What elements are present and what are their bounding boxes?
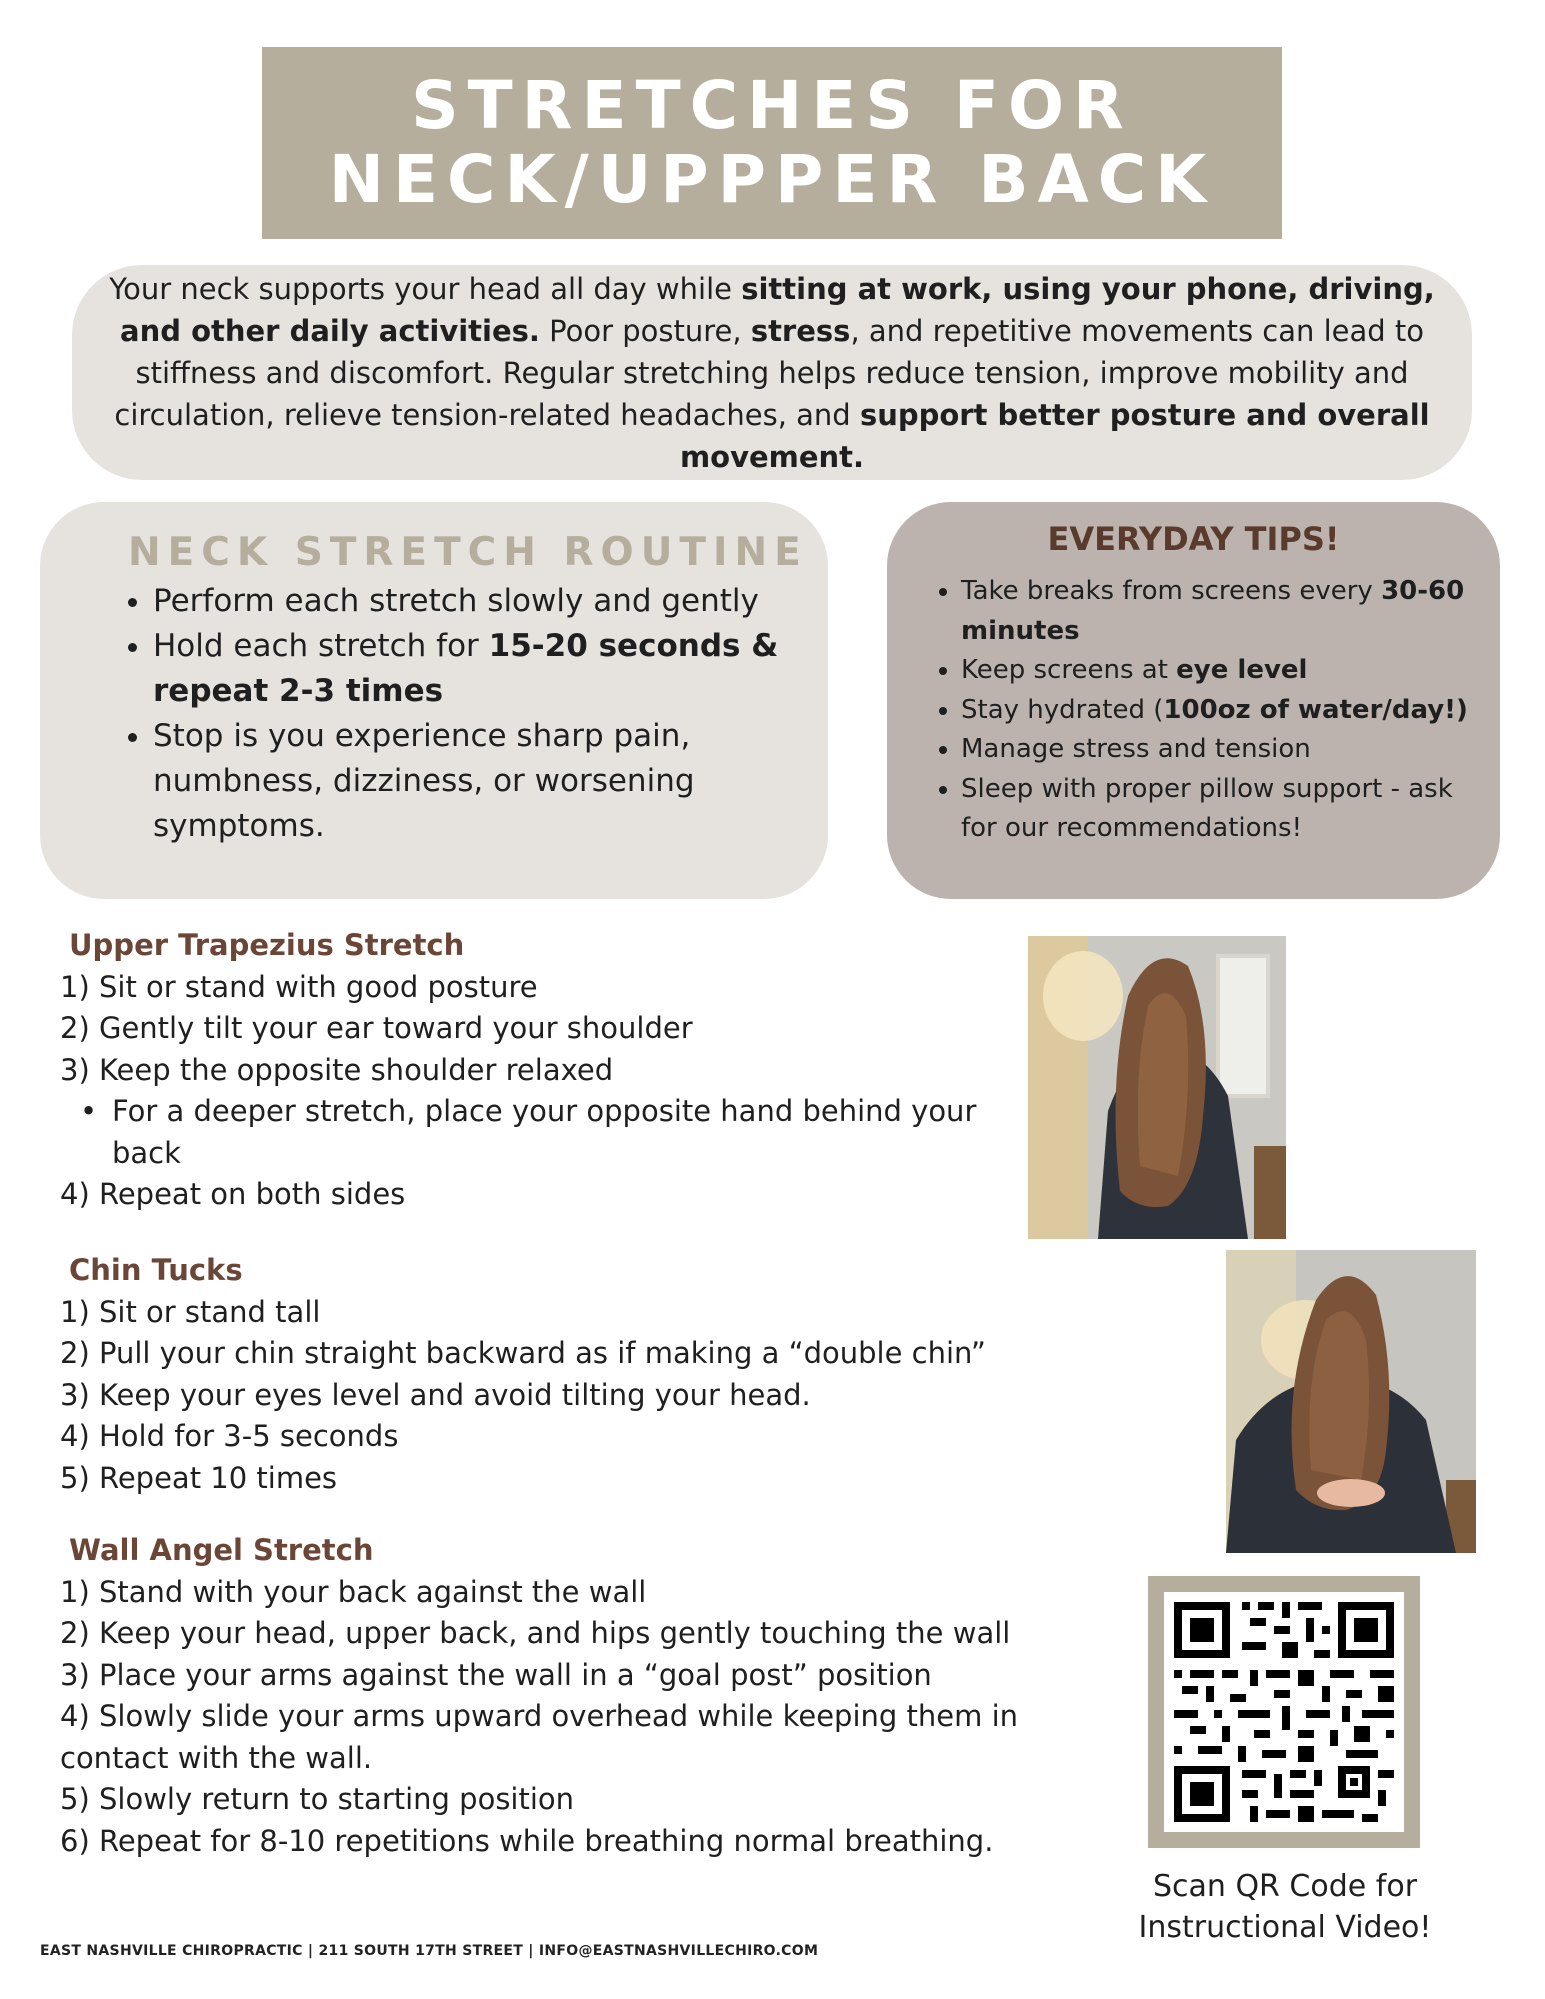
- tip-bold: 100oz of water/day!): [1163, 694, 1468, 725]
- qr-caption: [1120, 1866, 1450, 1948]
- title-banner: [262, 47, 1282, 239]
- qr-code[interactable]: [1164, 1592, 1404, 1832]
- chin-step: 3) Keep your eyes level and avoid tilting your head.: [60, 1377, 811, 1412]
- intro-paragraph: [102, 268, 1442, 478]
- tip-item: [961, 651, 1470, 691]
- tip-text: Stay hydrated (: [961, 694, 1164, 725]
- tips-panel: [887, 502, 1500, 899]
- tip-item: [961, 691, 1470, 731]
- title-line-2: NECK/UPPPER BACK: [328, 141, 1216, 218]
- intro-bold: stress: [750, 313, 851, 348]
- qr-code-frame[interactable]: [1148, 1576, 1420, 1848]
- wall-step: 5) Slowly return to starting position: [60, 1782, 575, 1816]
- chin-step: 5) Repeat 10 times: [60, 1460, 338, 1495]
- trapezius-section: [60, 925, 1020, 1216]
- chin-step: 2) Pull your chin straight backward as if making a “double chin”: [60, 1336, 986, 1370]
- intro-bold: support better posture and overall movement.: [679, 397, 1430, 474]
- routine-item-text: Hold each stretch for: [153, 628, 489, 664]
- trapezius-step: 3) Keep the opposite shoulder relaxed: [60, 1052, 614, 1087]
- routine-title: NECK STRETCH ROUTINE: [128, 530, 808, 575]
- intro-text: Poor posture,: [539, 313, 751, 348]
- wall-step: 4) Slowly slide your arms upward overhead while keeping them in contact with the wall.: [60, 1699, 1019, 1775]
- trapezius-step: 4) Repeat on both sides: [60, 1177, 406, 1211]
- intro-bold: sitting at work, using your phone, driving, and other daily activities.: [120, 271, 1435, 348]
- qr-code-icon: [1164, 1592, 1404, 1832]
- tip-bold: eye level: [1176, 655, 1308, 685]
- chin-step: 4) Hold for 3-5 seconds: [60, 1419, 399, 1453]
- title-line-1: STRETCHES FOR: [411, 67, 1133, 144]
- wall-section: [60, 1530, 1070, 1862]
- wall-step: 2) Keep your head, upper back, and hips gently touching the wall: [60, 1616, 1011, 1650]
- intro-text: Your neck supports your head all day while: [109, 271, 742, 306]
- footer-contact: EAST NASHVILLE CHIROPRACTIC | 211 SOUTH 17TH STREET | INFO@EASTNASHVILLECHIRO.COM: [40, 1943, 819, 1959]
- routine-panel: [40, 502, 828, 899]
- trapezius-heading: Upper Trapezius Stretch: [69, 928, 465, 962]
- chin-heading: Chin Tucks: [69, 1253, 243, 1287]
- wall-heading: Wall Angel Stretch: [69, 1533, 374, 1567]
- trapezius-step: 1) Sit or stand with good posture: [60, 969, 538, 1004]
- routine-item: • Stop is you experience sharp pain, numbness, dizziness, or worsening symptoms.: [153, 714, 798, 849]
- tip-text: Keep screens at: [961, 655, 1177, 685]
- tip-item: [961, 572, 1470, 651]
- intro-text: , and repetitive movements can lead to stiffness and discomfort. Regular stretching helps reduce tension, improve mobility and circulation, relieve tension-related headaches, and: [114, 313, 1424, 432]
- chin-section: [60, 1250, 1060, 1499]
- wall-step: 3) Place your arms against the wall in a “goal post” position: [60, 1657, 932, 1692]
- chin-tuck-photo: [1226, 1250, 1476, 1553]
- tip-bold: 30-60 minutes: [961, 576, 1465, 646]
- chin-step: 1) Sit or stand tall: [60, 1294, 321, 1329]
- routine-item: • Perform each stretch slowly and gently: [153, 579, 798, 624]
- tip-item: • Sleep with proper pillow support - ask for our recommendations!: [961, 770, 1470, 849]
- tip-text: Take breaks from screens every: [961, 576, 1382, 606]
- qr-caption-line: Instructional Video!: [1138, 1910, 1432, 1945]
- wall-step: 6) Repeat for 8-10 repetitions while breathing normal breathing.: [60, 1823, 994, 1858]
- tip-item: • Manage stress and tension: [961, 730, 1470, 770]
- tips-list: [917, 572, 1470, 849]
- wall-step: 1) Stand with your back against the wall: [60, 1574, 647, 1609]
- routine-item: [153, 624, 798, 714]
- routine-item-bold: 15-20 seconds & repeat 2-3 times: [153, 628, 779, 709]
- intro-panel: [72, 265, 1472, 480]
- qr-caption-line: Scan QR Code for: [1152, 1869, 1418, 1904]
- trapezius-tip: • For a deeper stretch, place your opposite hand behind your back: [60, 1091, 1032, 1174]
- trapezius-photo: [1028, 936, 1286, 1239]
- routine-list: [88, 579, 798, 849]
- trapezius-step: 2) Gently tilt your ear toward your shoulder: [60, 1011, 693, 1045]
- tips-title: EVERYDAY TIPS!: [1047, 520, 1340, 558]
